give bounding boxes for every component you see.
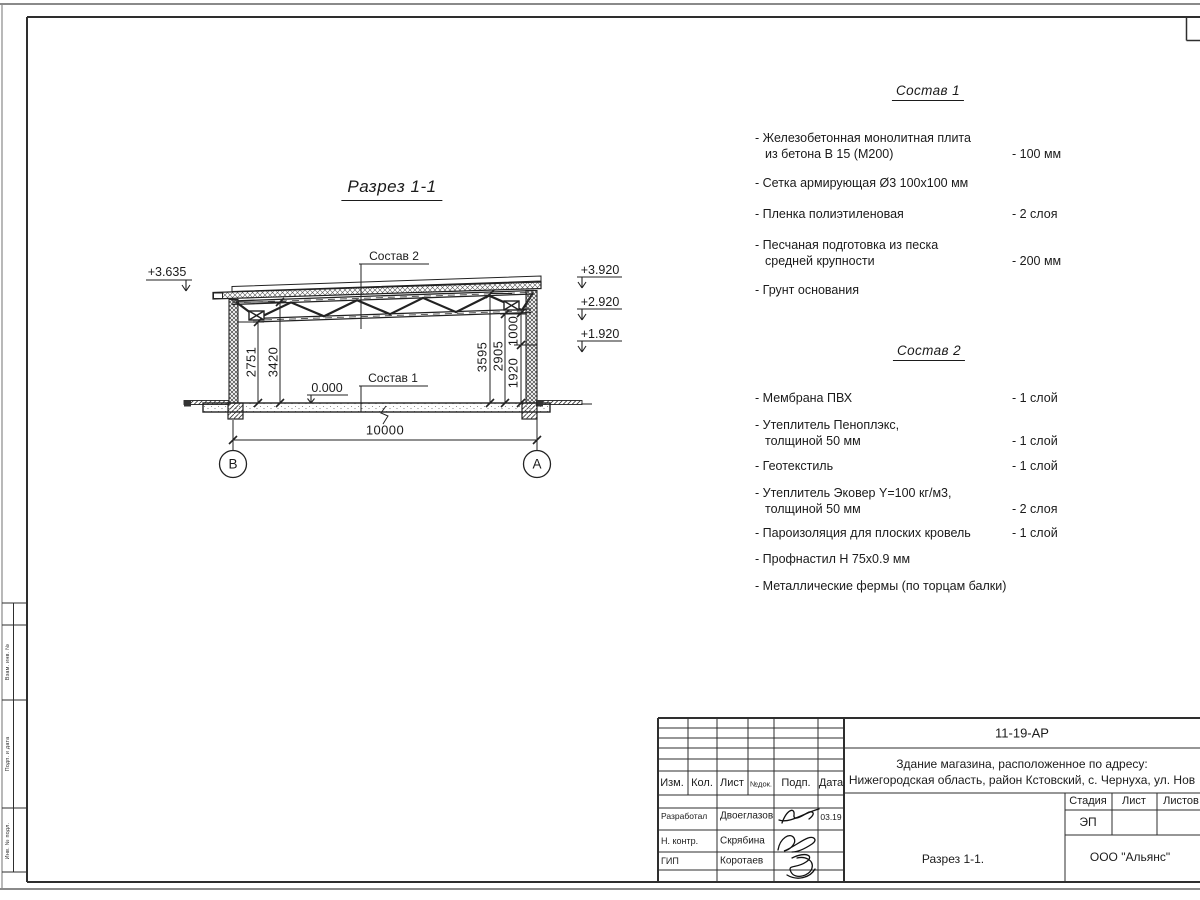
dimension-2905: 2905 bbox=[490, 340, 506, 372]
column-header-data: Дата bbox=[818, 777, 844, 789]
callout-sostav2: Состав 2 bbox=[369, 249, 419, 263]
name-dvoeglazov: Двоеглазов bbox=[720, 810, 774, 822]
column-header-izm: Изм. bbox=[660, 777, 684, 789]
dimension-3595: 3595 bbox=[474, 341, 490, 373]
spec2-list bbox=[755, 390, 1087, 594]
sheets-label: Листов bbox=[1163, 795, 1199, 807]
stage-value: ЭП bbox=[1079, 815, 1097, 829]
axis-marker-b: В bbox=[228, 456, 238, 472]
spec1-list bbox=[755, 130, 1087, 298]
elevation-right-mid: +2.920 bbox=[580, 295, 620, 309]
list-item: - Пленка полиэтиленовая - 2 слоя bbox=[755, 207, 1058, 221]
list-item: - Утеплитель Эковер Y=100 кг/м3, толщиной 50 мм - 2 слоя bbox=[755, 486, 1058, 516]
stage-label: Стадия bbox=[1069, 795, 1107, 807]
signature-strokes bbox=[778, 809, 819, 878]
list-item: - Железобетонная монолитная плита из бетона В 15 (М200) - 100 мм bbox=[755, 131, 1062, 161]
margin-label-podp-data: Подп. и дата bbox=[5, 736, 11, 772]
margin-label-vzam-inv: Взам. инв. № bbox=[5, 643, 11, 681]
elevation-right-top: +3.920 bbox=[580, 263, 620, 277]
elevation-right-bottom: +1.920 bbox=[580, 327, 620, 341]
dimension-3420: 3420 bbox=[265, 346, 281, 378]
name-skryabina: Скрябина bbox=[720, 835, 765, 847]
axis-marker-a: А bbox=[532, 456, 542, 472]
dimension-10000: 10000 bbox=[365, 422, 405, 438]
role-nkontr: Н. контр. bbox=[661, 836, 699, 846]
list-item: - Грунт основания bbox=[755, 283, 860, 297]
sheet-label: Лист bbox=[1122, 795, 1146, 807]
elevation-left: +3.635 bbox=[147, 265, 187, 279]
list-item: - Песчаная подготовка из песка средней крупности - 200 мм bbox=[755, 238, 1062, 268]
sheet-title: Разрез 1-1. bbox=[921, 852, 985, 866]
list-item: - Утеплитель Пеноплэкс, толщиной 50 мм - 1 слой bbox=[755, 418, 1058, 448]
company-name: ООО "Альянс" bbox=[1089, 850, 1171, 864]
callout-sostav1: Состав 1 bbox=[368, 371, 418, 385]
date-value: 03.19 bbox=[820, 812, 842, 822]
column-header-ndok: №док. bbox=[750, 779, 772, 789]
dimension-1000: 1000 bbox=[505, 315, 521, 347]
list-item: - Сетка армирующая Ø3 100х100 мм bbox=[755, 176, 969, 190]
list-item: - Геотекстиль - 1 слой bbox=[755, 459, 1058, 473]
list-item: - Пароизоляция для плоских кровель - 1 слой bbox=[755, 526, 1058, 540]
object-name-line2: Нижегородская область, район Кстовский, с. Чернуха, ул. Нов bbox=[848, 773, 1196, 787]
column-header-list: Лист bbox=[720, 777, 744, 789]
list-item: - Металлические фермы (по торцам балки) bbox=[755, 579, 1007, 593]
role-gip: ГИП bbox=[661, 856, 679, 866]
list-item: - Мембрана ПВХ - 1 слой bbox=[755, 391, 1058, 405]
spec2-title: Состав 2 bbox=[893, 343, 965, 361]
name-korotaev: Коротаев bbox=[720, 855, 764, 867]
margin-label-inv-podl: Инв. № подл. bbox=[5, 822, 11, 860]
column-header-kol: Кол. bbox=[691, 777, 713, 789]
elevation-zero: 0.000 bbox=[311, 381, 343, 395]
object-name-line1: Здание магазина, расположенное по адресу: bbox=[896, 757, 1148, 771]
dimension-2751: 2751 bbox=[243, 346, 259, 378]
list-item: - Профнастил Н 75х0.9 мм bbox=[755, 552, 911, 566]
column-header-podp: Подп. bbox=[781, 777, 811, 789]
section-view-title: Разрез 1-1 bbox=[341, 177, 442, 201]
document-code: 11-19-АР bbox=[995, 725, 1049, 741]
spec1-title: Состав 1 bbox=[892, 83, 964, 101]
dimension-1920: 1920 bbox=[505, 357, 521, 389]
role-razrabotal: Разработал bbox=[661, 811, 708, 821]
